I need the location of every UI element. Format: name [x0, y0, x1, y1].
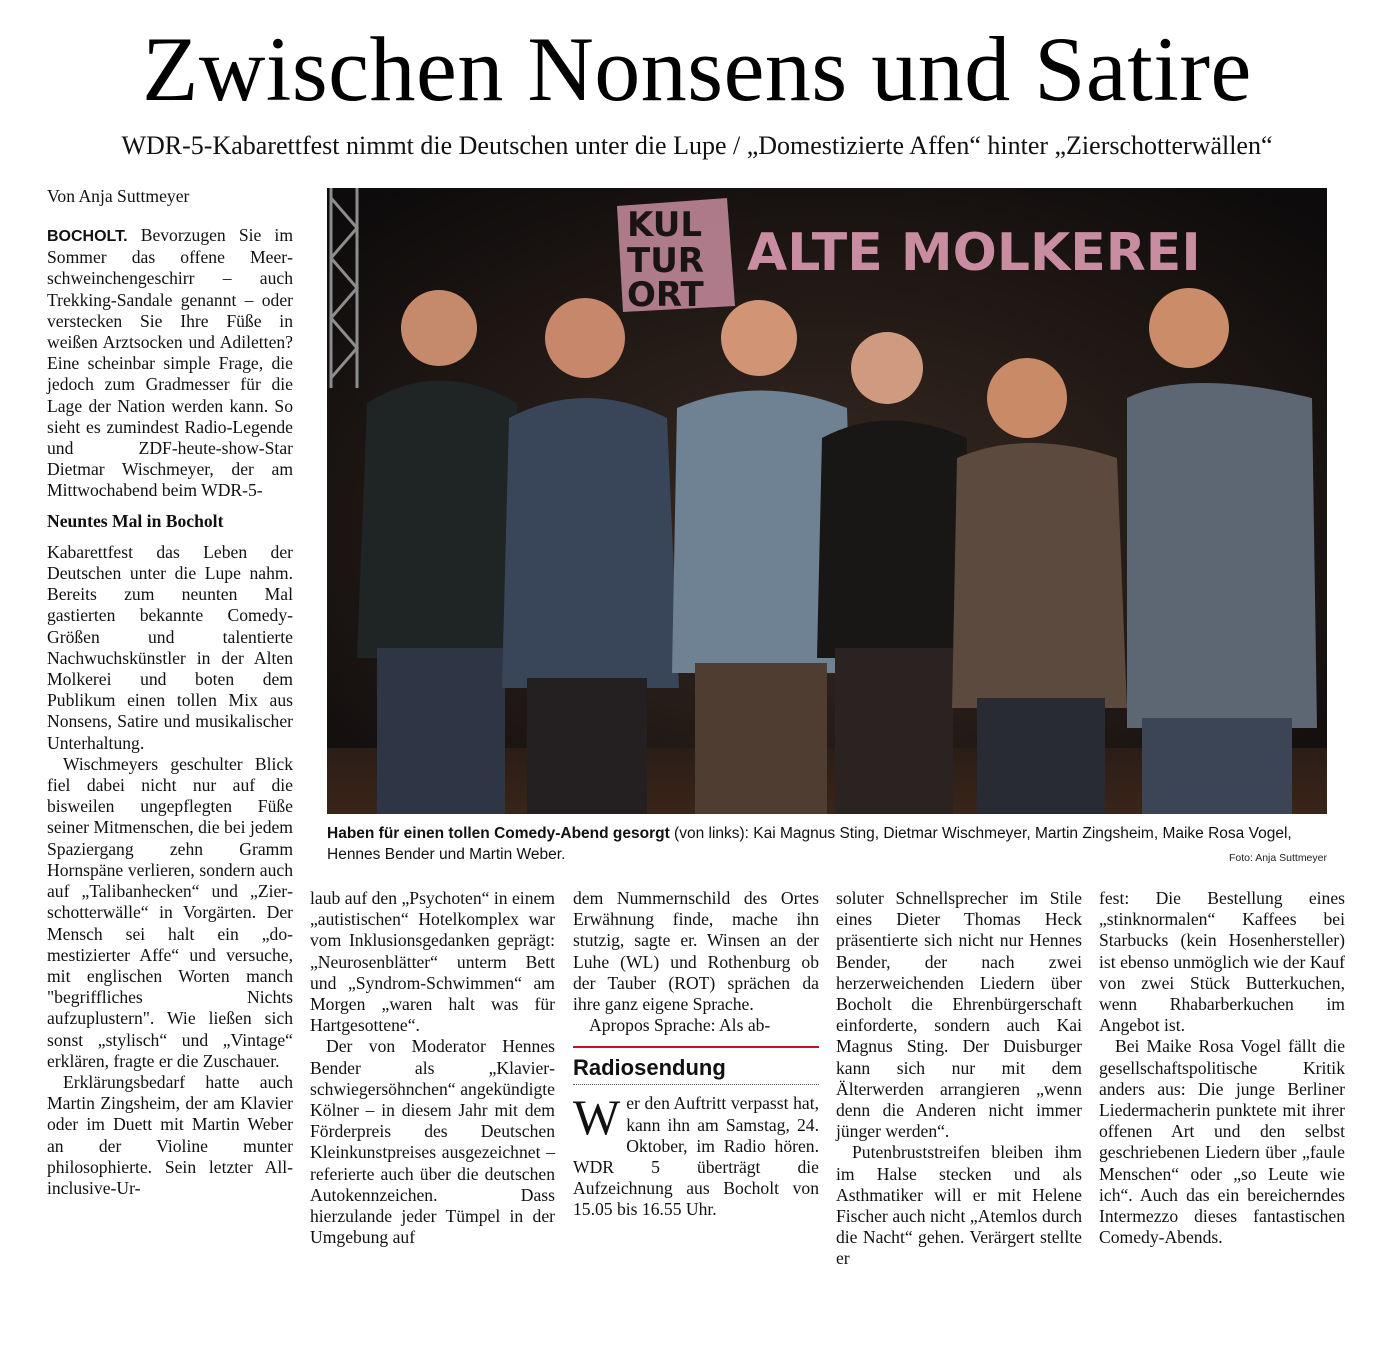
sign-text: ALTE MOLKEREI: [747, 223, 1201, 283]
paragraph: dem Nummernschild des Ortes Erwähnung finde, mache ihn stutzig, sagte er. Winsen an der Luhe (WL) und Rothenburg ob der Tauber (ROT) sprächen da ihre ganz eigene Sprache.: [573, 888, 819, 1015]
paragraph: Kabarettfest das Leben der Deutschen unter die Lupe nahm. Bereits zum neunten Mal gastierten bekannte Comedy-Größen und talentierte Nachwuchskünstler in der Alten Molkerei und boten dem Publikum einen tollen Mix aus Nonsens, Satire und musikalischer Unterhaltung.: [47, 541, 293, 753]
caption-text: (von links): Kai Magnus Sting, Dietmar Wischmeyer, Martin Zingsheim, Maike Rosa Vogel, Hennes Bender und Martin Weber.: [327, 825, 1292, 863]
dropcap: W: [573, 1089, 621, 1146]
paragraph: Bei Maike Rosa Vogel fällt die gesellschaftspolitische Kritik anders aus: Die junge Berliner Liedermacherin punktete mit ihrer offenen Art und den selbst geschriebenen Liedern über „faule Menschen“ oder „so Leute wie ich“. Auch das ein bereicherndes Intermezzo dieses fantastischen Comedy-Abends.: [1099, 1036, 1345, 1248]
paragraph: fest: Die Bestellung eines „stinknormalen“ Kaffees bei Starbucks (kein Hosenhersteller) ist ebenso unmöglich wie der Kauf von zwei Stück Butterkuchen, wenn Rhabarberkuchen im Angebot ist.: [1099, 888, 1345, 1036]
article-column-1: [47, 186, 293, 1199]
svg-text:KUL: KUL: [627, 205, 703, 245]
paragraph: Wischmeyers geschulter Blick fiel dabei nicht nur auf die bisweilen ungepflegten Füße seiner Mitmenschen, die bei jedem Spaziergang zehn Gramm Hornspäne verlieren, sondern auch auf „Talibanhecken“ und „Zierschotterwälle“ in Vorgärten. Der Mensch sei halt ein „domestizierter Affe“ und versuche, mit englischen Worten manch "begriffliches Nichts aufzuplustern". Wie ließen sich sonst „stylisch“ und „Vintage“ erklären, fragte er die Zuschauer.: [47, 753, 293, 1071]
paragraph: Erklärungsbedarf hatte auch Martin Zingsheim, der am Klavier oder im Duett mit Martin Weber an der Violine munter philosophierte. Sein letzter All-inclusive-Ur-: [47, 1071, 293, 1198]
caption-bold: Haben für einen tollen Comedy-Abend gesorgt: [327, 825, 670, 842]
photo-credit: Foto: Anja Suttmeyer: [1228, 852, 1327, 864]
article-column-2: [310, 888, 555, 1248]
byline: Von Anja Suttmeyer: [47, 186, 190, 206]
dotted-divider: [573, 1084, 819, 1085]
paragraph-text: Bevorzugen Sie im Sommer das offene Meerschweinchengeschirr – auch Trekking-Sandale genannt – oder verstecken Sie Ihre Füße in weißen Arztsocken und Adiletten? Eine scheinbar simple Frage, die jedoch zum Gradmesser für die Lage der Nation werden kann. So sieht es zumindest Radio-Legende und ZDF-heute-show-Star Dietmar Wischmeyer, der am Mittwochabend beim WDR-5-: [47, 225, 294, 501]
paragraph: Apropos Sprache: Als ab-: [589, 1015, 771, 1036]
paragraph: Der von Moderator Hennes Bender als „Klavierschwiegersöhnchen“ angekündigte Kölner – in diesem Jahr mit dem Förderpreis des Deutschen Kleinkunstpreises ausgezeichnet – referierte auch über die deutschen Autokennzeichen. Dass hierzulande jeder Tümpel in der Umgebung auf: [310, 1036, 555, 1248]
info-box-body: er den Auftritt verpasst hat, kann ihn am Samstag, 24. Oktober, im Radio hören. WDR 5 überträgt die Aufzeichnung aus Bocholt von 15.05 bis 16.55 Uhr.: [573, 1093, 819, 1220]
dateline: BOCHOLT.: [47, 228, 128, 245]
photo-caption: [327, 823, 1327, 865]
info-box-text: [573, 1089, 819, 1220]
info-box-title: Radiosendung: [573, 1055, 726, 1081]
article-photo: [327, 188, 1327, 814]
svg-text:TUR: TUR: [627, 241, 704, 281]
paragraph: laub auf den „Psychoten“ in einem „autistischen“ Hotelkomplex war vom Inklusionsgedanken geprägt: „Neurosenblätter“ unterm Bett und „Syndrom-Schwimmen“ am Morgen „waren halt was für Hartgesottene“.: [310, 888, 555, 1036]
info-box-rule: [573, 1046, 819, 1048]
subheadline: WDR-5-Kabarettfest nimmt die Deutschen unter die Lupe / „Domestizierte Affen“ hinter „Zierschotterwällen“: [121, 131, 1273, 160]
article-column-5: [1099, 888, 1345, 1248]
info-box: [573, 1046, 819, 1220]
crosshead: Neuntes Mal in Bocholt: [47, 510, 224, 531]
svg-text:ORT: ORT: [627, 275, 704, 315]
paragraph: [47, 225, 293, 502]
paragraph: Putenbruststreifen bleiben ihm im Halse stecken und als Asthmatiker will er mit Helene Fischer auch nicht „Atemlos durch die Nacht“ gehen. Verärgert stellte er: [836, 1142, 1082, 1269]
article-column-3: [573, 888, 819, 1221]
paragraph: soluter Schnellsprecher im Stile eines Dieter Thomas Heck präsentierte sich nicht nur Hennes Bender, der nach zwei herzerweichenden Liedern über Bocholt die Ehrenbürgerschaft einforderte, sondern auch Kai Magnus Sting. Der Duisburger kann sich nur mit dem Älterwerden arrangieren „wenn denn die Anderen nicht immer jünger werden“.: [836, 888, 1082, 1142]
headline: Zwischen Nonsens und Satire: [142, 18, 1252, 120]
article-column-4: [836, 888, 1082, 1270]
